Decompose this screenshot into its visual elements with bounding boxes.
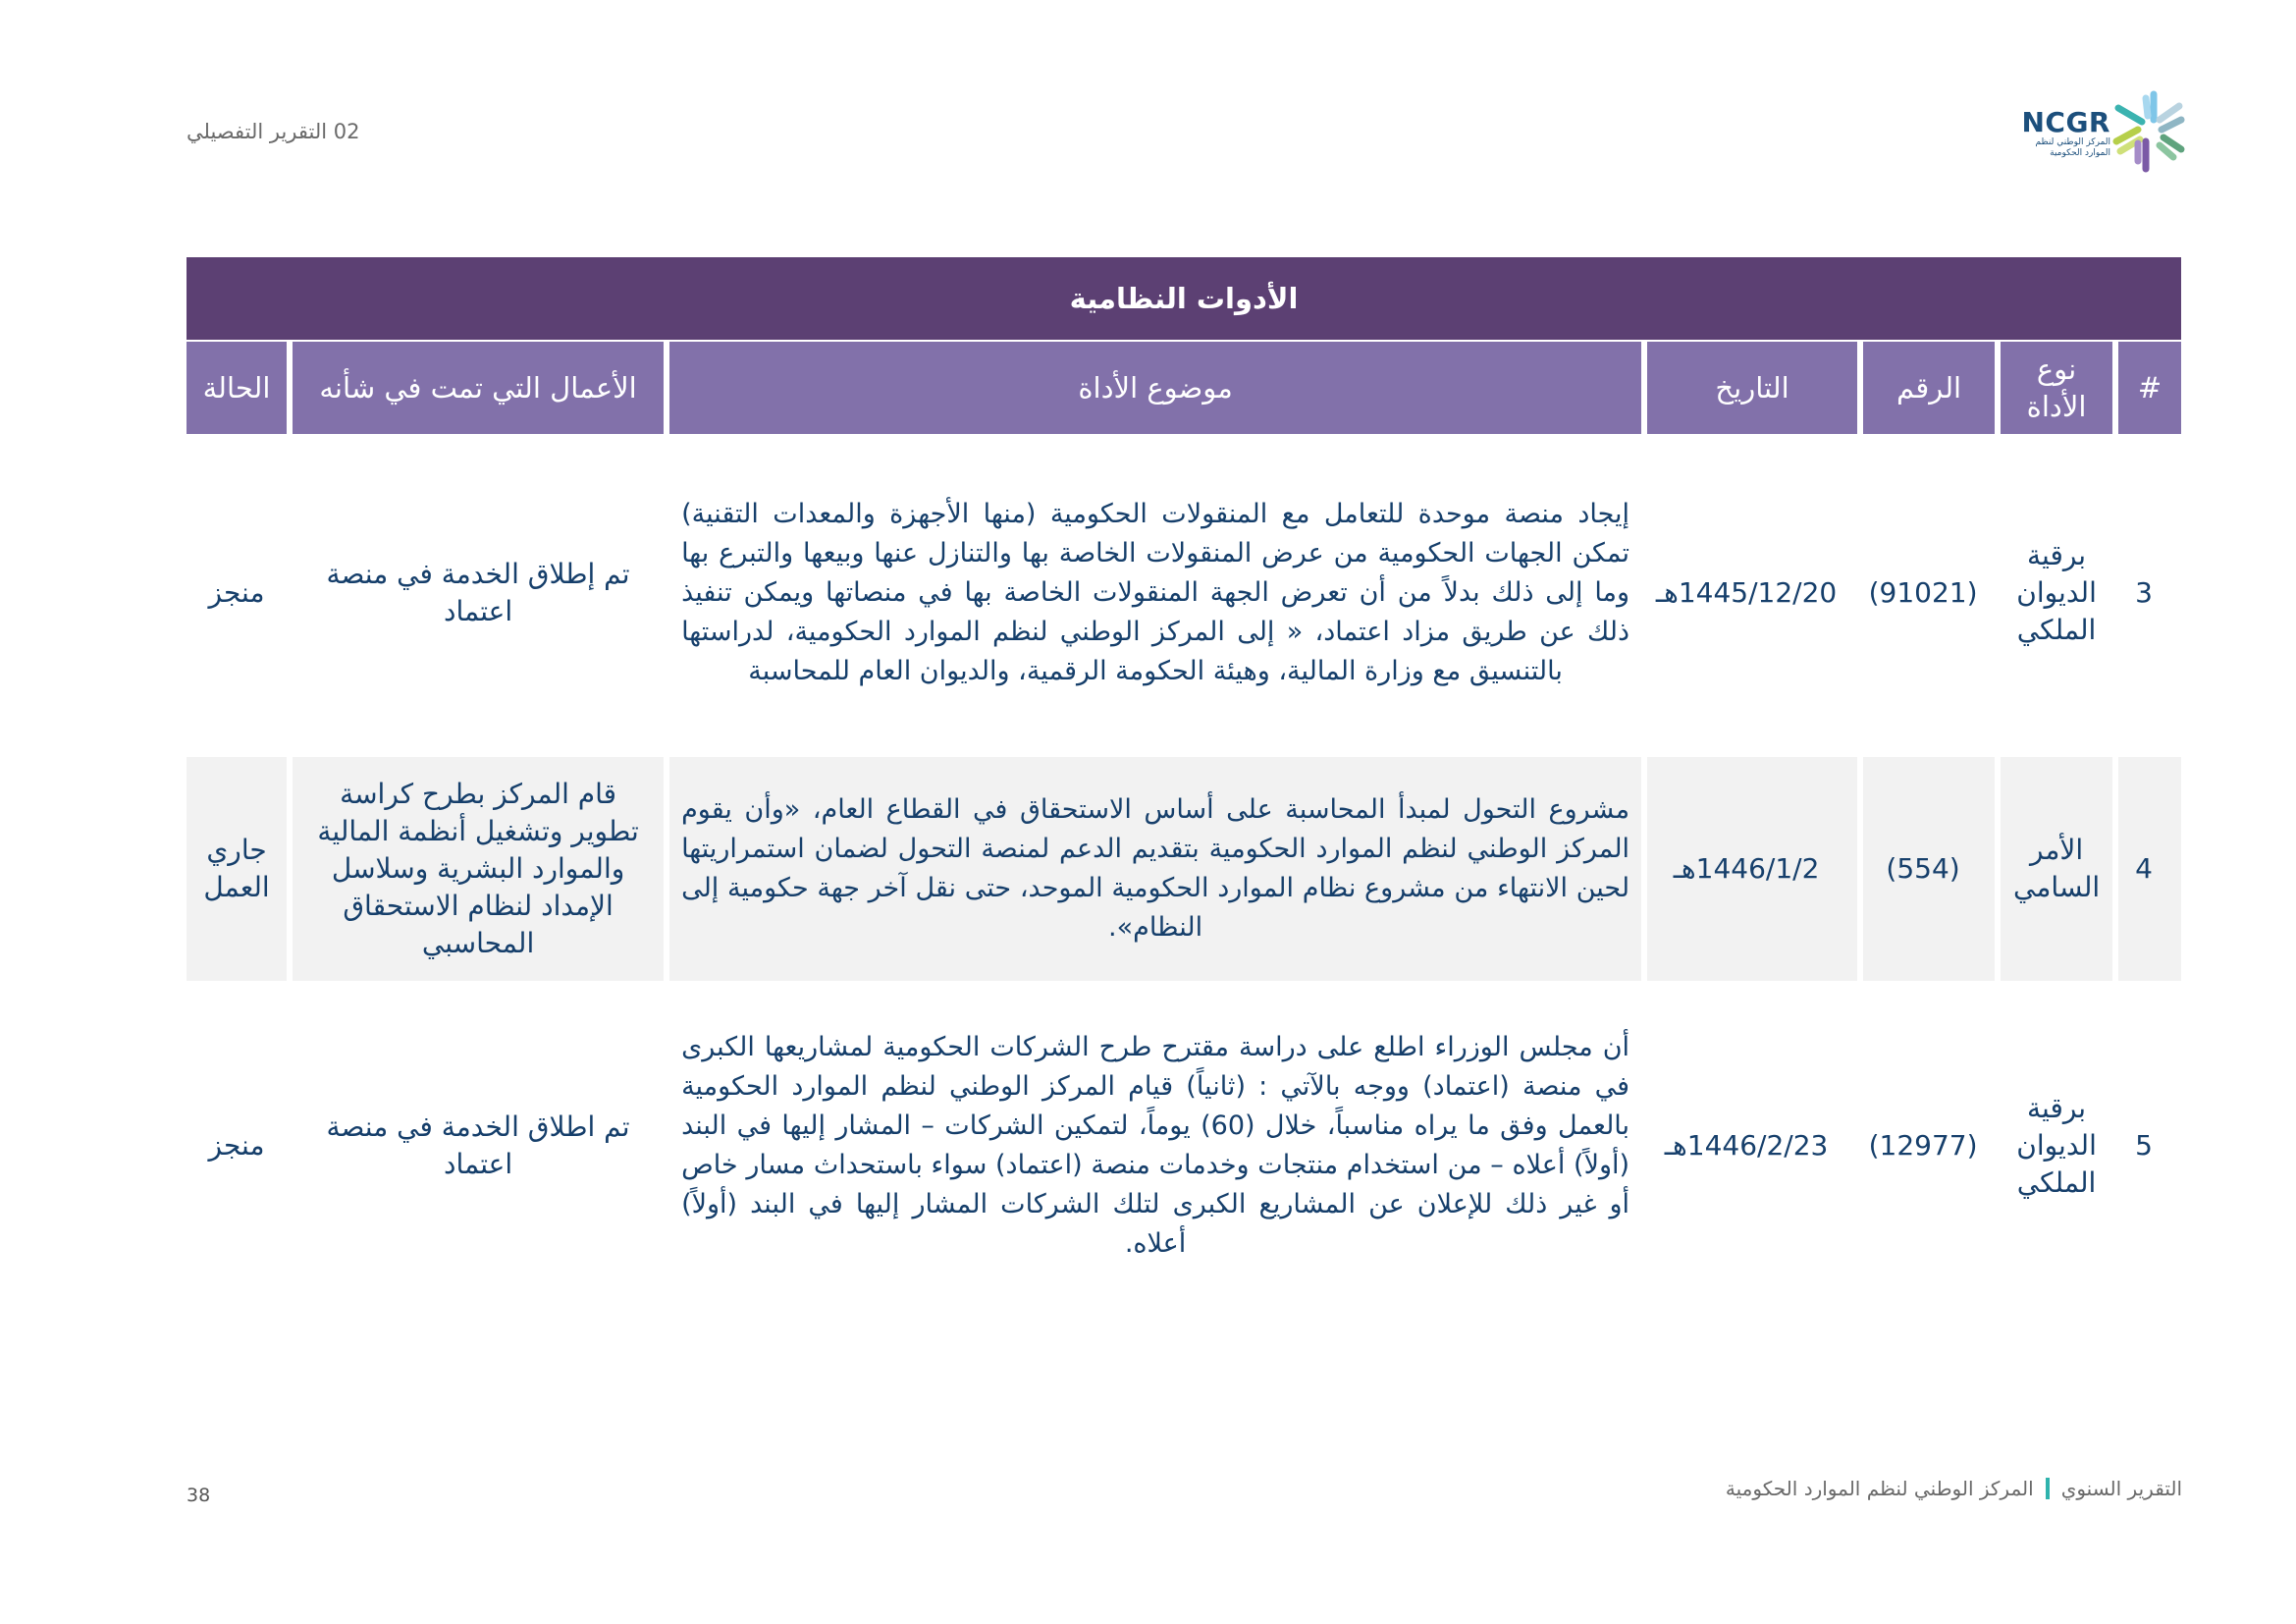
row-subject: أن مجلس الوزراء اطلع على دراسة مقترح طرح الشركات الحكومية لمشاريعها الكبرى في منصة (اعتماد) ووجه بالآتي : (ثانياً) قيام المركز الوطني لنظم الموارد الحكومية بالعمل وفق ما يراه مناسباً، خلال (60) يوماً، لتمكين الشركات – المشار إليها في البند (أولاً) أعلاه – من استخدام منتجات وخدمات منصة (اعتماد) سواء باستحداث مسار خاص أو غير ذلك للإعلان عن المشاريع الكبرى لتلك الشركات المشار إليها في البند (أولاً) أعلاه. [664, 985, 1641, 1306]
table-header-row [187, 342, 2181, 434]
row-actions: تم إطلاق الخدمة في منصة اعتماد [287, 434, 664, 751]
row-status: منجز [208, 575, 265, 609]
row-index: 4 [2112, 751, 2181, 985]
row-subject: مشروع التحول لمبدأ المحاسبة على أساس الاستحقاق في القطاع العام، «وأن يقوم المركز الوطني لنظم الموارد الحكومية بتقديم الدعم لمنصة التحول لضمان استمراريتها لحين الانتهاء من مشروع نظام الموارد الحكومية الموحد، حتى نقل آخر جهة حكومية إلى النظام». [664, 751, 1641, 985]
logo-subtitle-line1: المركز الوطني لنظم [2035, 137, 2110, 147]
regulatory-tools-table [187, 257, 2181, 1306]
section-label: 02 التقرير التفصيلي [187, 120, 360, 143]
ncgr-logo [2012, 86, 2184, 180]
page-footer [1726, 1477, 2182, 1500]
footer-divider [2046, 1478, 2050, 1499]
row-index: 5 [2112, 985, 2181, 1306]
column-header-number: الرقم [1857, 342, 1995, 434]
table-row [187, 751, 2181, 985]
row-actions: قام المركز بطرح كراسة تطوير وتشغيل أنظمة المالية والموارد البشرية وسلاسل الإمداد لنظام الاستحقاق المحاسبي [287, 751, 664, 985]
footer-org-name: المركز الوطني لنظم الموارد الحكومية [1725, 1477, 2034, 1500]
column-header-status: الحالة [187, 342, 287, 434]
row-date: 1446/2/23هـ [1641, 985, 1857, 1306]
page-number: 38 [187, 1485, 211, 1506]
row-subject: إيجاد منصة موحدة للتعامل مع المنقولات الحكومية (منها الأجهزة والمعدات التقنية) تمكن الجهات الحكومية من عرض المنقولات الخاصة بها والتنازل عنها وبيعها والتبرع بها وما إلى ذلك بدلاً من أن تعرض الجهة المنقولات الخاصة بها في منصاتها ويمكن تنفيذ ذلك عن طريق مزاد اعتماد، « إلى المركز الوطني لنظم الموارد الحكومية، لدراستها بالتنسيق مع وزارة المالية، وهيئة الحكومة الرقمية، والديوان العام للمحاسبة [664, 434, 1641, 751]
row-date: 1446/1/2هـ [1641, 751, 1857, 985]
row-index: 3 [2112, 434, 2181, 751]
row-type: برقية الديوان الملكي [1995, 434, 2112, 751]
table-title: الأدوات النظامية [187, 257, 2181, 342]
logo-acronym: NCGR [2021, 106, 2110, 138]
column-header-index: # [2112, 342, 2181, 434]
table-row [187, 434, 2181, 751]
logo-subtitle-line2: الموارد الحكومية [2050, 148, 2110, 158]
column-header-type: نوع الأداة [1995, 342, 2112, 434]
column-header-subject: موضوع الأداة [664, 342, 1641, 434]
row-number: (91021) [1857, 434, 1995, 751]
row-status: جاري العمل [187, 751, 287, 985]
row-number: (554) [1857, 751, 1995, 985]
row-status: منجز [208, 1128, 265, 1162]
footer-report-name: التقرير السنوي [2060, 1477, 2182, 1500]
row-actions: تم اطلاق الخدمة في منصة اعتماد [287, 985, 664, 1306]
row-number: (12977) [1857, 985, 1995, 1306]
column-header-actions: الأعمال التي تمت في شأنه [287, 342, 664, 434]
ncgr-star-logo-icon [2109, 86, 2187, 175]
column-header-date: التاريخ [1641, 342, 1857, 434]
row-date: 1445/12/20هـ [1641, 434, 1857, 751]
logo-text [2012, 108, 2110, 159]
row-type: برقية الديوان الملكي [1995, 985, 2112, 1306]
row-type: الأمر السامي [1995, 751, 2112, 985]
table-row [187, 985, 2181, 1306]
